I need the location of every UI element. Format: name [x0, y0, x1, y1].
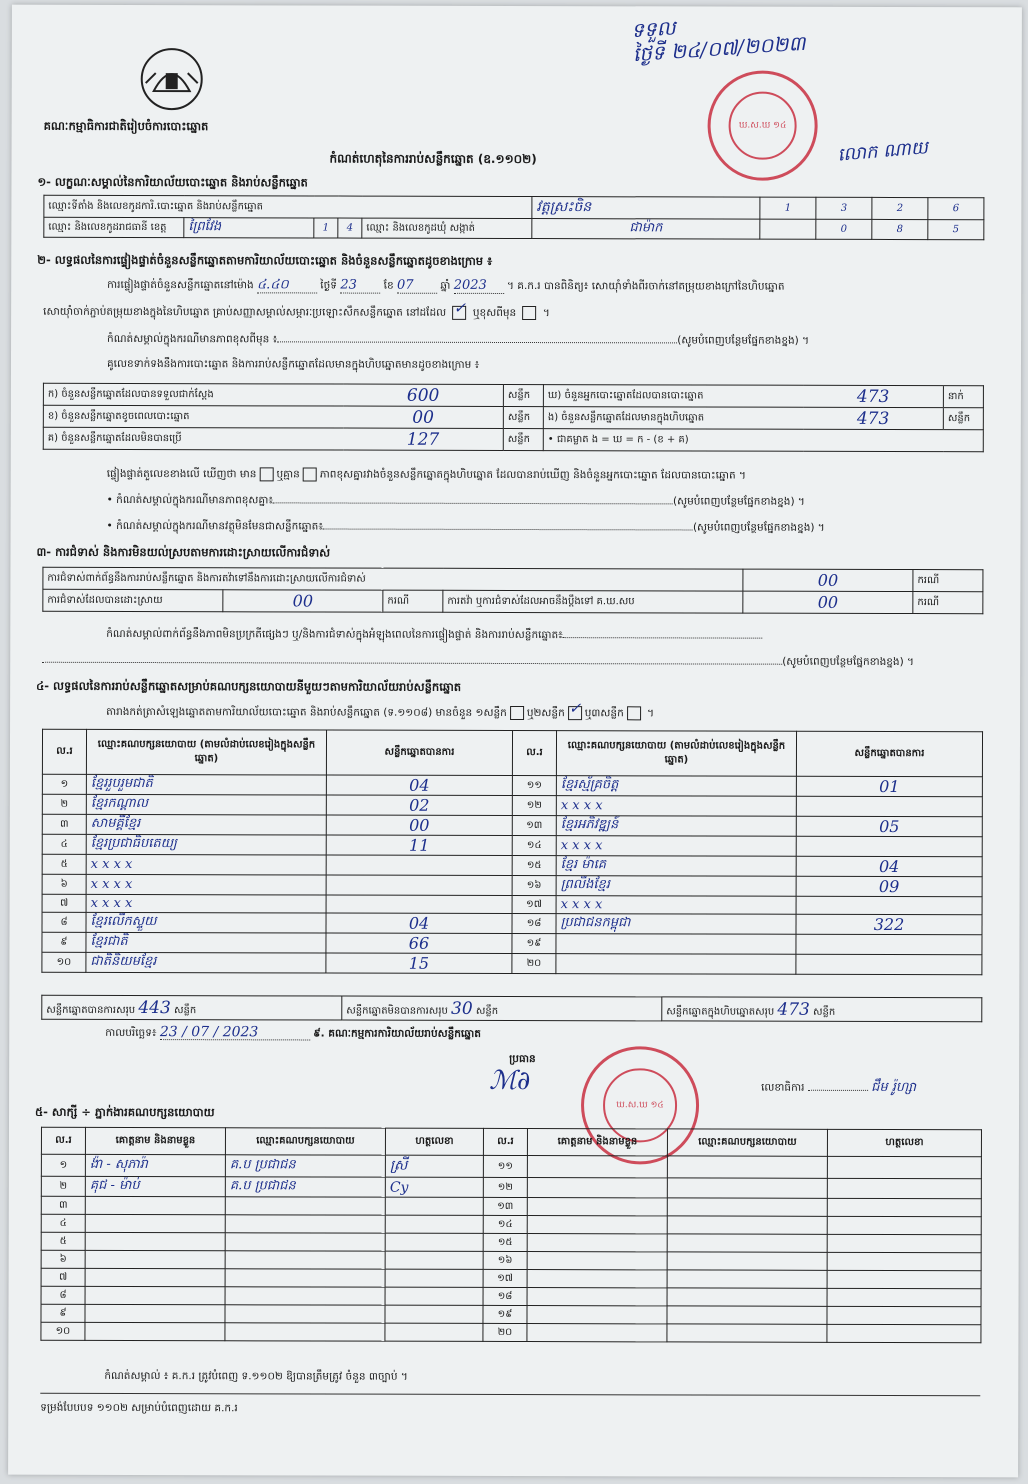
province-code-digit: 1 — [314, 218, 338, 238]
witness-name — [85, 1268, 225, 1286]
party-votes: 05 — [796, 816, 982, 836]
received-value: 600 — [343, 384, 503, 406]
row-number: ៩ — [42, 932, 86, 952]
witness-signature — [827, 1306, 981, 1324]
witness-row — [41, 1176, 981, 1198]
witness-party — [667, 1252, 827, 1270]
row-number: ១០ — [41, 1322, 85, 1340]
witness-signature — [385, 1269, 483, 1287]
row-number: ១១ — [483, 1155, 527, 1177]
commune-label: ឈ្មោះ និងលេខកូដឃុំ សង្កាត់ — [362, 218, 532, 238]
row-number: ១៥ — [512, 855, 556, 875]
verification-day: 23 — [340, 279, 380, 294]
witness-name — [527, 1270, 667, 1288]
witness-party — [667, 1216, 827, 1234]
secretary-line: លេខាធិការ ជឹម រ៉ូហ្សា — [761, 1079, 917, 1096]
party-votes — [326, 875, 512, 895]
province-label: ឈ្មោះ និងលេខកូដរាជធានី ខេត្ត — [44, 217, 184, 237]
result-row — [42, 874, 982, 896]
chair-signature: ℳ∂ — [489, 1065, 531, 1097]
row-number: ១៧ — [512, 895, 556, 913]
witness-table: ល.រ គោត្តនាម និងនាមខ្លួន ឈ្មោះគណបក្សនយោបាយ ហត្ថលេខា ល.រ គោត្តនាម និងនាមខ្លួន ឈ្មោះគណបក្សនយោបាយ ហត្ថលេខា ១ ង៉ា - សុភារ៉ា គ.ប ប្រជាជន ស្រី ១១ ២ គុជ - ម៉ាប់ គ.ប ប្រជាជន Cy ១២ ៣ ១៣ ៤ ១៤ ៥ ១៥ ៦ ១៦ ៧ ១៧ ៨ ១៨ ៩ ១៩ ១០ ២០ — [40, 1127, 982, 1343]
complaints-value: 00 — [743, 569, 913, 591]
witness-party — [225, 1233, 385, 1251]
witness-name — [527, 1306, 667, 1324]
emblem-logo — [136, 43, 208, 115]
row-number: ១៨ — [512, 913, 556, 933]
seal-line: សោយ៉ាំចាក់ភ្ជាប់តម្រុយខាងក្នុងនៃហិបឆ្នោត គ្រាប់សញ្ញាសម្គាល់សម្ភារៈប្រឡោះសឹកសន្លឹកឆ្នោត នៅដដែល ✓ ឬខុសពីមុន ។ — [43, 298, 550, 320]
witness-signature — [385, 1215, 483, 1233]
location-table — [43, 195, 984, 240]
section4-title: ៤- លទ្ធផលនៃការរាប់សន្លឹកឆ្នោតសម្រាប់គណបក្សនយោបាយនីមួយៗតាមការិយាល័យរាប់សន្លឹកឆ្នោត — [36, 678, 462, 694]
result-row — [42, 794, 982, 816]
station-code-digit: 2 — [872, 197, 928, 219]
witness-party: គ.ប ប្រជាជន — [225, 1177, 385, 1197]
verification-year: 2023 — [454, 279, 504, 294]
verification-line: ការផ្ទៀងផ្ទាត់ចំនួនសន្លឹកឆ្នោតនៅម៉ោង ៤.៤០ ថ្ងៃទី 23 ខែ 07 ឆ្នាំ 2023 ។ គ.ក.រ បានពិនិត្យ៖ សោយ៉ាំទាំងពីរចាក់នៅតម្រុយខាងក្រៅនៃហិបឆ្នោត — [107, 277, 785, 293]
row-number: ១៦ — [512, 875, 556, 895]
row-number: ៣ — [41, 1196, 85, 1214]
witness-signature — [385, 1323, 483, 1341]
receiver-signature: លោក ណាយ — [836, 137, 929, 166]
commune-code-digit: 8 — [872, 219, 928, 239]
row-number: ៥ — [41, 1232, 85, 1250]
official-stamp — [707, 71, 817, 181]
witness-party — [667, 1270, 827, 1288]
complaints-table: ការជំទាស់ពាក់ព័ន្ធនឹងការរាប់សន្លឹកឆ្នោត និងការតវ៉ាទៅនឹងការដោះស្រាយលើការជំទាស់ 00 ករណី ការជំទាស់ដែលបានដោះស្រាយ 00 ករណី ការតវ៉ា ឬការជំទាស់ដែលអាចនឹងប្តឹងទៅ គ.ឃ.សប 00 ករណី — [42, 567, 983, 614]
witness-row — [41, 1154, 981, 1178]
party-name: x x x x — [556, 896, 796, 915]
unused-value: 127 — [343, 428, 503, 450]
party-name: ប្រជាជនកម្ពុជា — [556, 914, 796, 935]
row-number: ២០ — [512, 953, 556, 973]
two-sheets-checkbox[interactable]: ✓ — [568, 706, 582, 720]
party-name: x x x x — [86, 894, 326, 913]
party-votes — [326, 855, 512, 875]
witness-signature — [385, 1305, 483, 1323]
witness-party — [225, 1287, 385, 1305]
commune-name: ជាម៉ាក — [532, 219, 760, 240]
resolved-label: ការជំទាស់ដែលបានដោះស្រាយ — [43, 589, 223, 611]
witness-party — [667, 1178, 827, 1198]
witness-party — [225, 1305, 385, 1323]
party-name: x x x x — [86, 854, 326, 875]
commune-code-digit: 0 — [816, 219, 872, 239]
row-number: ១៣ — [483, 1197, 527, 1215]
party-votes: 00 — [326, 815, 512, 835]
party-name: ព្រលឹងខ្មែរ — [556, 876, 796, 897]
witness-name — [85, 1250, 225, 1268]
row-number: ១៤ — [512, 835, 556, 855]
witness-party — [667, 1306, 827, 1324]
party-name: x x x x — [556, 836, 796, 857]
result-row — [42, 912, 982, 934]
party-name: ខ្មែរជាតិ — [86, 932, 326, 953]
party-votes: 04 — [326, 775, 512, 795]
formula: • ជាគម្លាត ង = ឃ = ក - (ខ + គ) — [543, 429, 983, 452]
row-number: ១៤ — [483, 1215, 527, 1233]
party-name: x x x x — [556, 796, 796, 817]
party-votes: 66 — [326, 933, 512, 953]
results-table: ល.រ ឈ្មោះគណបក្សនយោបាយ (តាមលំដាប់លេខរៀងក្នុងសន្លឹកឆ្នោត) សន្លឹកឆ្នោតបានការ ល.រ ឈ្មោះគណបក្សនយោបាយ (តាមលំដាប់លេខរៀងក្នុងសន្លឹកឆ្នោត) សន្លឹកឆ្នោតបានការ ១ ខ្មែររួបរួមជាតិ 04 ១១ ខ្មែរស្ម័គ្រចិត្ត 01 ២ ខ្មែរកណ្តាល 02 ១២ x x x x ៣ សាមគ្គីខ្មែរ 00 ១៣ ខ្មែរអភិវឌ្ឍន៍ 05 ៤ ខ្មែរប្រជាធិបតេយ្យ 11 ១៤ x x x x ៥ x x x x ១៥ ខ្មែរ ម៉ាគេ 04 ៦ x x x x ១៦ ព្រលឹងខ្មែរ 09 ៧ x x x x ១៧ x x x x ៨ ខ្មែរលើកស្ទួយ 04 ១៨ ប្រជាជនកម្ពុជា 322 ៩ ខ្មែរជាតិ 66 ១៩ ១០ ជាតិនិយមខ្មែរ 15 ២០ — [41, 729, 983, 975]
section2-title: ២- លទ្ធផលនៃការផ្ទៀងផ្ទាត់ចំនួនសន្លឹកឆ្នោតតាមការិយាល័យបោះឆ្នោត និងចំនួនសន្លឹកឆ្នោតដូចខាងក្រោម ៖ — [37, 252, 493, 268]
footnote: កំណត់សម្គាល់ ៖ គ.ក.រ ត្រូវបំពេញ ទ.១១០២ ឱ្យបានត្រឹមត្រូវ ចំនួន ៣ច្បាប់ ។ — [104, 1369, 408, 1383]
no-difference-checkbox[interactable] — [303, 467, 317, 481]
witness-party — [667, 1288, 827, 1306]
witness-name — [527, 1198, 667, 1216]
unused-label: គ) ចំនួនសន្លឹកឆ្នោតដែលមិនបានប្រើ — [43, 427, 343, 450]
party-name — [556, 934, 796, 955]
row-number: ១ — [41, 1154, 85, 1176]
party-name: x x x x — [86, 874, 326, 895]
witness-signature: Cy — [385, 1177, 483, 1197]
witness-signature — [827, 1288, 981, 1306]
row-number: ១៨ — [483, 1287, 527, 1305]
polling-station-name: វត្តស្រះចិន — [532, 197, 760, 220]
spoiled-label: ខ) ចំនួនសន្លឹកឆ្នោតខូចពេលបោះឆ្នោត — [43, 405, 343, 428]
total-in-box: សន្លឹកឆ្នោតក្នុងហិបឆ្នោតសរុប 473 សន្លឹក — [662, 997, 982, 1022]
row-number: ១២ — [483, 1177, 527, 1197]
party-votes: 09 — [796, 876, 982, 896]
totals-table — [41, 995, 982, 1022]
witness-name — [527, 1234, 667, 1252]
verification-time: ៤.៤០ — [257, 278, 317, 293]
party-votes: 01 — [796, 776, 982, 796]
committee-stamp: ឃ.ស.ឃ ១៤ — [581, 1046, 699, 1164]
station-code-digit: 6 — [928, 198, 984, 220]
in-box-value: 473 — [803, 407, 943, 429]
section1-title: ១- លក្ខណៈសម្គាល់នៃការិយាល័យបោះឆ្នោត និងរាប់សន្លឹកឆ្នោត — [37, 174, 308, 190]
party-name: ខ្មែរប្រជាធិបតេយ្យ — [86, 834, 326, 855]
one-sheet-checkbox[interactable] — [510, 706, 524, 720]
row-number: ១០ — [42, 952, 86, 972]
row-number: ១៥ — [483, 1233, 527, 1251]
counts-intro: គូលេខទាក់ទងនឹងការបោះឆ្នោត និងការរាប់សន្លឹកឆ្នោតដែលមានក្នុងហិបឆ្នោតមានដូចខាងក្រោម ៖ — [106, 357, 480, 371]
witness-party — [225, 1323, 385, 1341]
result-row — [42, 814, 982, 836]
appeal-label: ការតវ៉ា ឬការជំទាស់ដែលអាចនឹងប្តឹងទៅ គ.ឃ.សប — [443, 590, 743, 613]
result-row — [42, 952, 982, 974]
result-row — [42, 774, 982, 796]
witness-party — [667, 1156, 827, 1178]
committee-name: គណៈកម្មាធិការជាតិរៀបចំការបោះឆ្នោត — [43, 118, 209, 134]
received-label: ក) ចំនួនសន្លឹកឆ្នោតដែលបានទទួលជាក់ស្តែង — [43, 383, 343, 406]
witness-signature — [827, 1234, 981, 1252]
party-votes: 322 — [796, 914, 982, 934]
polling-station-label: ឈ្មោះទីតាំង និងលេខកូដការិ.បោះឆ្នោត និងរាប់សន្លឹកឆ្នោត — [44, 195, 532, 218]
witness-row — [41, 1322, 981, 1342]
party-name — [556, 954, 796, 975]
party-name: សាមគ្គីខ្មែរ — [86, 814, 326, 835]
row-number: ១៧ — [483, 1269, 527, 1287]
row-number: ២០ — [483, 1323, 527, 1341]
result-row — [42, 932, 982, 954]
witness-party — [225, 1251, 385, 1269]
witness-name — [527, 1178, 667, 1198]
witness-signature — [827, 1178, 981, 1198]
witness-signature — [385, 1251, 483, 1269]
row-number: ១៩ — [512, 933, 556, 953]
voters-label: ឃ) ចំនួនអ្នកបោះឆ្នោតដែលបានបោះឆ្នោត — [543, 385, 803, 408]
row-number: ៣ — [42, 814, 86, 834]
witness-party — [667, 1198, 827, 1216]
date-line: កាលបរិច្ឆេទ៖ 23 / 07 / 2023 ៩. គណៈកម្មការការិយាល័យរាប់សន្លឹកឆ្នោត — [105, 1024, 481, 1041]
form-footer: ទម្រង់បែបបទ ១១០២ សម្រាប់បំពេញដោយ គ.ក.រ — [40, 1401, 238, 1415]
row-number: ៤ — [42, 834, 86, 854]
spoiled-value: 00 — [343, 406, 503, 428]
non-ballot-bullet: • កំណត់សម្គាល់ក្នុងករណីមានវត្ថុមិនមែនជាសន្លឹកឆ្នោត៖ (សូមបំពេញបន្ថែមផ្នែកខាងខ្នង) ។ — [106, 519, 825, 534]
row-number: ១១ — [512, 775, 556, 795]
party-name: ខ្មែរកណ្តាល — [86, 794, 326, 815]
witness-name — [527, 1216, 667, 1234]
unchanged-checkbox[interactable]: ✓ — [453, 306, 467, 320]
row-number: ២ — [41, 1176, 85, 1196]
witness-name — [85, 1214, 225, 1232]
total-valid: សន្លឹកឆ្នោតបានការសរុប 443 សន្លឹក — [42, 995, 342, 1020]
stamp-text: ឃ.ស.ឃ ១៤ — [728, 91, 797, 160]
witness-signature — [827, 1270, 981, 1288]
witness-signature — [827, 1324, 981, 1342]
section3-title: ៣- ការជំទាស់ និងការមិនយល់ស្របតាមការដោះស្រាយលើការជំទាស់ — [36, 544, 331, 560]
row-number: ៨ — [41, 1286, 85, 1304]
witness-signature — [385, 1197, 483, 1215]
province-name: ព្រៃវែង — [184, 218, 314, 238]
row-number: ៥ — [42, 854, 86, 874]
witness-party — [667, 1234, 827, 1252]
party-votes: 11 — [326, 835, 512, 855]
station-code-digit: 1 — [760, 197, 816, 219]
party-votes: 02 — [326, 795, 512, 815]
party-name: ខ្មែរលើកស្ទួយ — [86, 912, 326, 933]
signing-date: 23 / 07 / 2023 — [160, 1025, 310, 1040]
verification-month: 07 — [397, 279, 437, 294]
party-votes — [326, 895, 512, 913]
difference-bullet: • កំណត់សម្គាល់ក្នុងករណីមានភាពខុសគ្នា៖ (សូមបំពេញបន្ថែមផ្នែកខាងខ្នង) ។ — [106, 493, 805, 508]
row-number: ៦ — [42, 874, 86, 894]
witness-signature: ស្រី — [385, 1155, 483, 1177]
total-invalid: សន្លឹកឆ្នោតមិនបានការសរុប 30 សន្លឹក — [342, 996, 662, 1021]
row-number: ១៣ — [512, 815, 556, 835]
witness-name — [527, 1288, 667, 1306]
witness-signature — [827, 1198, 981, 1216]
station-code-digit: 3 — [816, 197, 872, 219]
party-votes — [796, 896, 982, 914]
witness-name: ង៉ា - សុភារ៉ា — [85, 1154, 225, 1176]
difference-check-line: ផ្ទៀងផ្ទាត់តួលេខខាងលើ ឃើញថា មាន ឬគ្មាន ភាពខុសគ្នារវាងចំនួនសន្លឹកឆ្នោតក្នុងហិបឆ្នោត ដែលបានរាប់ឃើញ និងចំនួនអ្នកបោះឆ្នោត ដែលបានបោះឆ្នោត ។ — [106, 467, 746, 482]
witness-party — [225, 1215, 385, 1233]
party-votes — [796, 836, 982, 856]
row-number: ១២ — [512, 795, 556, 815]
province-code-digit: 4 — [338, 218, 362, 238]
chair-label: ប្រធាន — [509, 1052, 536, 1066]
witness-party — [225, 1269, 385, 1287]
voters-value: 473 — [803, 385, 943, 407]
witness-name — [527, 1156, 667, 1178]
result-row — [42, 854, 982, 876]
row-number: ៨ — [42, 912, 86, 932]
witness-party — [225, 1197, 385, 1215]
witness-name — [85, 1232, 225, 1250]
row-number: ៧ — [41, 1268, 85, 1286]
in-box-label: ង) ចំនួនសន្លឹកឆ្នោតដែលមានក្នុងហិបឆ្នោត — [543, 407, 803, 430]
party-name: ខ្មែរ ម៉ាគេ — [556, 856, 796, 877]
row-number: ១៩ — [483, 1305, 527, 1323]
party-votes — [796, 796, 982, 816]
resolved-value: 00 — [223, 590, 383, 612]
irregularity-fill: (សូមបំពេញបន្ថែមផ្នែកខាងខ្នង) ។ — [42, 653, 914, 669]
result-row — [42, 834, 982, 856]
party-name: ខ្មែរអភិវឌ្ឍន៍ — [556, 816, 796, 837]
witness-name — [85, 1196, 225, 1214]
row-number: ៩ — [41, 1304, 85, 1322]
witness-name — [85, 1304, 225, 1322]
complaints-label: ការជំទាស់ពាក់ព័ន្ធនឹងការរាប់សន្លឹកឆ្នោត និងការតវ៉ាទៅនឹងការដោះស្រាយលើការជំទាស់ — [43, 567, 743, 591]
three-sheets-checkbox[interactable] — [627, 706, 641, 720]
witness-name: គុជ - ម៉ាប់ — [85, 1176, 225, 1196]
row-number: ៤ — [41, 1214, 85, 1232]
form-page — [8, 5, 1022, 1478]
witness-name — [85, 1286, 225, 1304]
witness-party: គ.ប ប្រជាជន — [225, 1155, 385, 1177]
party-votes: 04 — [326, 913, 512, 933]
form-title: កំណត់ហេតុនៃការរាប់សន្លឹកឆ្នោត (ឧ.១១០២) — [329, 151, 537, 167]
commune-code-digit: 5 — [928, 220, 984, 240]
row-number: ១៦ — [483, 1251, 527, 1269]
party-name: ខ្មែរស្ម័គ្រចិត្ត — [556, 776, 796, 797]
counts-table: ក) ចំនួនសន្លឹកឆ្នោតដែលបានទទួលជាក់ស្តែង 600 សន្លឹក ឃ) ចំនួនអ្នកបោះឆ្នោតដែលបានបោះឆ្នោត 473 នាក់ ខ) ចំនួនសន្លឹកឆ្នោតខូចពេលបោះឆ្នោត 00 សន្លឹក ង) ចំនួនសន្លឹកឆ្នោតដែលមានក្នុងហិបឆ្នោត 473 សន្លឹក គ) ចំនួនសន្លឹកឆ្នោតដែលមិនបានប្រើ 127 សន្លឹក • ជាគម្លាត ង = ឃ = ក - (ខ + គ) — [43, 383, 984, 452]
row-number: ២ — [42, 794, 86, 814]
witness-name — [85, 1322, 225, 1340]
row-number: ៧ — [42, 894, 86, 912]
witness-name — [527, 1252, 667, 1270]
witness-name — [527, 1324, 667, 1342]
row-number: ៦ — [41, 1250, 85, 1268]
changed-checkbox[interactable] — [523, 306, 537, 320]
party-votes: 15 — [326, 953, 512, 973]
witness-signature — [827, 1156, 981, 1178]
sheets-line: តារាងកត់ត្រាសំឡេងឆ្នោតតាមការិយាល័យបោះឆ្នោត និងរាប់សន្លឹកឆ្នោត (ទ.១១០៨) មានចំនួន ១សន្លឹក ឬ២សន្លឹក ✓ ឬ៣សន្លឹក ។ — [106, 699, 655, 720]
appeal-value: 00 — [743, 591, 913, 613]
witness-signature — [385, 1287, 483, 1305]
witness-signature — [827, 1252, 981, 1270]
row-number: ១ — [42, 774, 86, 794]
party-votes: 04 — [796, 856, 982, 876]
irregularity-note: កំណត់សម្គាល់ពាក់ព័ន្ធនឹងភាពមិនប្រក្រតីផ្សេងៗ ឬ/និងការជំទាស់ក្នុងអំឡុងពេលនៃការផ្ទៀងផ្ទាត់ និងការរាប់សន្លឹកឆ្នោត៖ — [106, 627, 763, 643]
party-name: ខ្មែររួបរួមជាតិ — [86, 774, 326, 795]
receipt-note: ទទួល ថ្ងៃទី ២៤/០៧/២០២៣ — [630, 15, 807, 67]
section5-title: ៥- សាក្សី ÷ ភ្នាក់ងារគណបក្សនយោបាយ — [35, 1104, 215, 1120]
party-name: ជាតិនិយមខ្មែរ — [86, 952, 326, 973]
party-votes — [796, 934, 982, 954]
witness-signature — [827, 1216, 981, 1234]
witness-signature — [385, 1233, 483, 1251]
party-votes — [796, 954, 982, 974]
has-difference-checkbox[interactable] — [259, 467, 273, 481]
witness-party — [667, 1324, 827, 1342]
difference-note-line: កំណត់សម្គាល់ក្នុងករណីមានភាពខុសពីមុន ៖ (សូមបំពេញបន្ថែមផ្នែកខាងខ្នង) ។ — [107, 332, 810, 347]
